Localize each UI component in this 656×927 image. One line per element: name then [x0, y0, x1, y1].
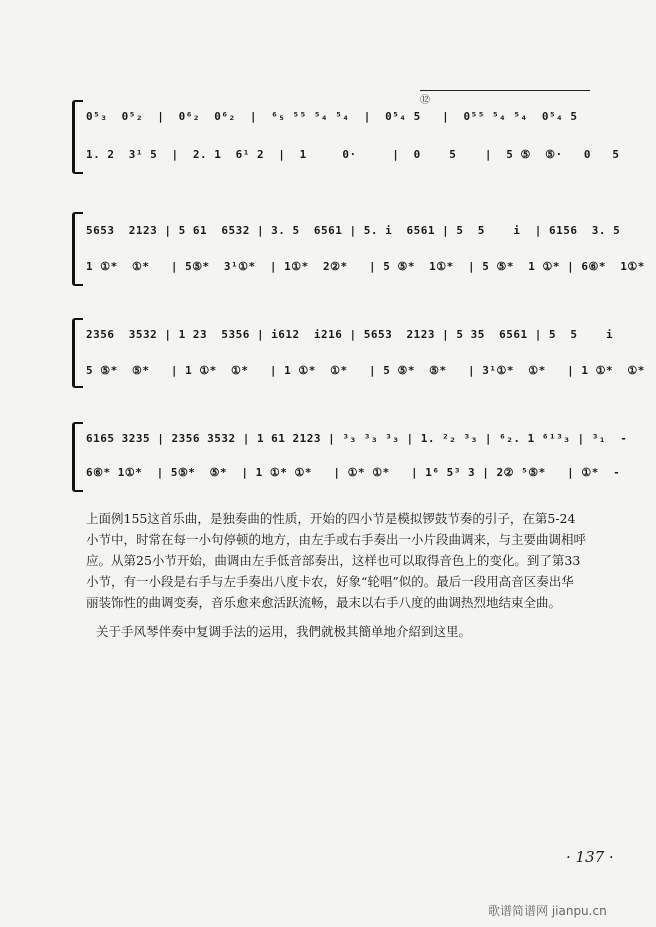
- system-brace: [72, 422, 83, 492]
- rehearsal-mark: ⑫: [420, 90, 590, 106]
- system-brace: [72, 100, 83, 174]
- watermark: 歌谱简谱网 jianpu.cn: [488, 904, 607, 918]
- upper-staff: 2356 3532 | 1 23 5356 | i612 i216 | 5653 2123 | 5 35 6561 | 5 5 i: [86, 328, 614, 341]
- lower-staff: 1 ①* ①* | 5⑤* 3¹①* | 1①* 2②* | 5 ⑤* 1①* | 5 ⑤* 1 ①* | 6⑥* 1①*: [86, 260, 645, 273]
- score-system-3: [72, 318, 645, 384]
- upper-staff: 0⁵₃ 0⁵₂ | 0⁶₂ 0⁶₂ | ⁶₅ ⁵⁵ ⁵₄ ⁵₄ | 0⁵₄ 5 | 0⁵⁵ ⁵₄ ⁵₄ 0⁵₄ 5: [86, 110, 578, 123]
- score-system-2: [72, 212, 645, 282]
- score-system-1: [72, 100, 620, 170]
- paragraph-1: 上面例155这首乐曲，是独奏曲的性质，开始的四小节是模拟锣鼓节奏的引子，在第5-24小节中，时常在每一小句停顿的地方，由左手或右手奏出一小片段曲调来，与主要曲调相呼应。从第25小节开始，曲调由左手低音部奏出，这样也可以取得音色上的变化。到了第33小节，有一小段是右手与左手奏出八度卡农，好象“轮唱”似的。最后一段用高音区奏出华丽装饰性的曲调变奏，音乐愈来愈活跃流畅，最末以右手八度的曲调热烈地结束全曲。: [86, 511, 587, 610]
- lower-staff: 5 ⑤* ⑤* | 1 ①* ①* | 1 ①* ①* | 5 ⑤* ⑤* | 3¹①* ①* | 1 ①* ①*: [86, 364, 645, 377]
- page-number: · 137 ·: [566, 848, 614, 866]
- system-brace: [72, 212, 83, 286]
- lower-staff: 1. 2 3¹ 5 | 2. 1 6¹ 2 | 1 0· | 0 5 | 5 ⑤ ⑤· 0 5: [86, 148, 620, 161]
- score-system-4: [72, 422, 628, 488]
- system-brace: [72, 318, 83, 388]
- lower-staff: 6⑥* 1①* | 5⑤* ⑤* | 1 ①* ①* | ①* ①* | 1⁶ 5³ 3 | 2② ⁵⑤* | ①* -: [86, 466, 621, 479]
- upper-staff: 5653 2123 | 5 61 6532 | 3. 5 6561 | 5. i 6561 | 5 5 i | 6156 3. 5: [86, 224, 621, 237]
- paragraph-2: 关于手风琴伴奏中复调手法的运用，我們就极其簡单地介紹到这里。: [96, 624, 472, 639]
- upper-staff: 6165 3235 | 2356 3532 | 1 61 2123 | ³₃ ³₃ ³₃ | 1. ²₂ ³₃ | ⁶₂. 1 ⁶¹³₃ | ³₁ -: [86, 432, 628, 445]
- commentary-text: [86, 508, 586, 642]
